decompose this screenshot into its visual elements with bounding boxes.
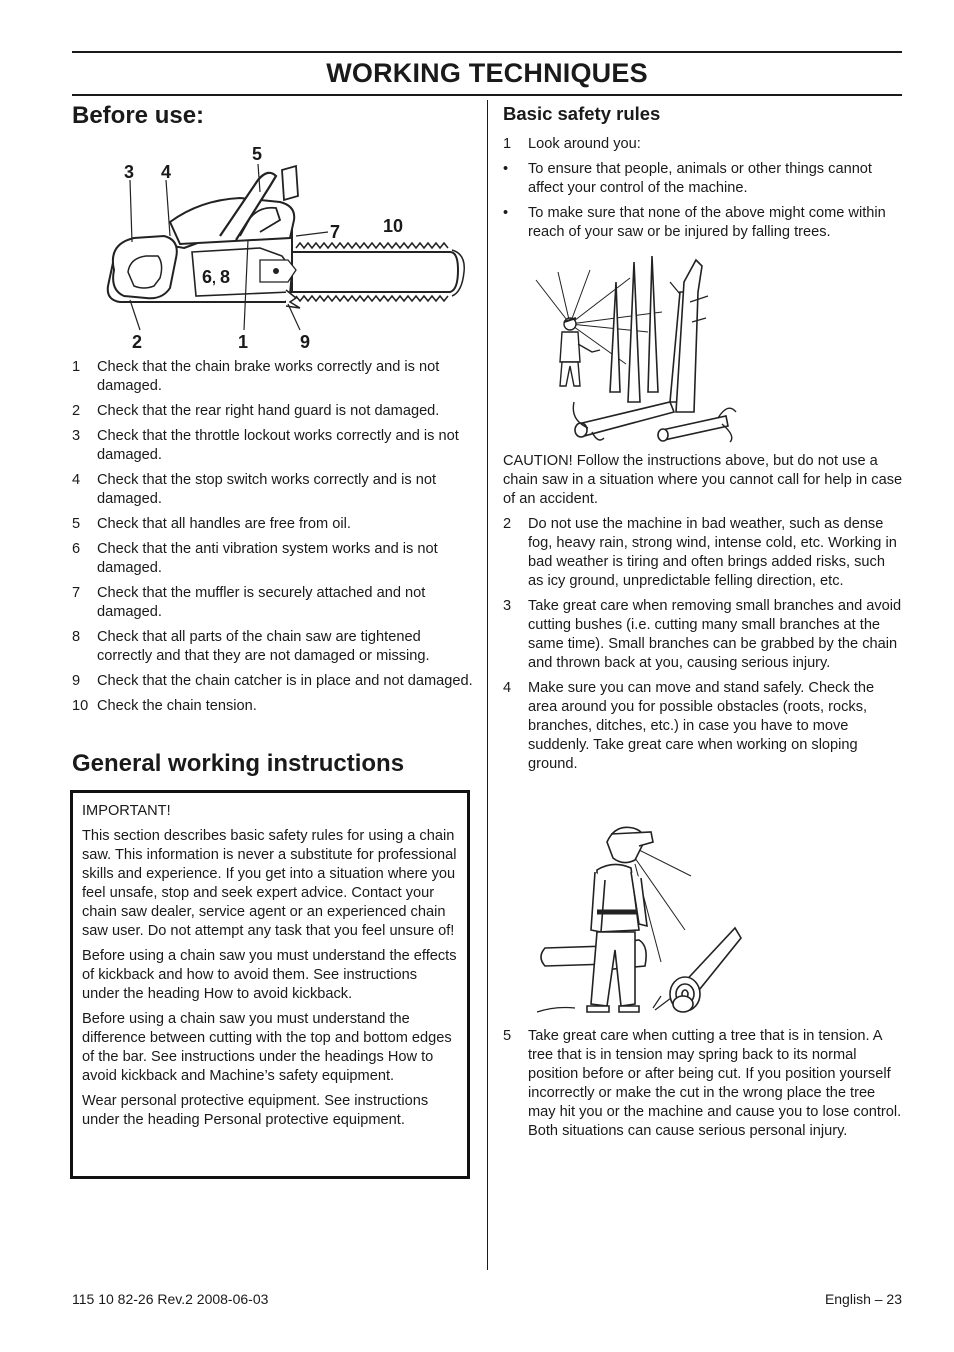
important-notice-box xyxy=(70,790,470,1179)
list-item xyxy=(72,427,474,465)
forest-lookout-illustration xyxy=(530,252,745,447)
item-text: Check that all parts of the chain saw are tightened correctly and that they are not damaged or missing. xyxy=(97,629,430,664)
list-item xyxy=(503,679,903,774)
list-item xyxy=(503,597,903,673)
callout-7: 7 xyxy=(330,222,341,242)
basic-safety-heading: Basic safety rules xyxy=(503,103,661,124)
tension-rule-list xyxy=(503,1027,903,1147)
header-top-rule xyxy=(72,51,902,53)
item-number: 2 xyxy=(503,516,512,532)
callout-comma: , xyxy=(212,270,216,286)
list-item xyxy=(72,697,474,716)
callout-2: 2 xyxy=(132,332,143,352)
callout-1: 1 xyxy=(238,332,249,352)
item-number: 5 xyxy=(72,516,81,532)
item-text: Check the chain tension. xyxy=(97,698,257,714)
before-use-heading: Before use: xyxy=(72,102,205,129)
important-paragraph: This section describes basic safety rules for using a chain saw. This information is never a substitute for professional skills and experience. If you get into a situation where you feel unsafe, stop and seek expert advice. Contact your chain saw dealer, service agent or an experienced chain saw user. Do not attempt any task that you feel unsure of! xyxy=(82,828,457,939)
item-number: 4 xyxy=(72,472,81,488)
list-item xyxy=(503,135,903,154)
caution-paragraph: CAUTION! Follow the instructions above, but do not use a chain saw in a situation where you cannot call for help in case of an accident. xyxy=(503,453,903,507)
item-number: 10 xyxy=(72,698,89,714)
list-item xyxy=(72,402,474,421)
bullet-mark: • xyxy=(503,161,509,177)
item-number: 7 xyxy=(72,585,81,601)
item-number: 5 xyxy=(503,1028,512,1044)
list-item xyxy=(72,471,474,509)
callout-6: 6 xyxy=(202,267,213,287)
item-text: Take great care when removing small branches and avoid cutting bushes (i.e. cutting many small branches at the same time). Small branches can be grabbed by the chain and thrown back at you, causing serious injury. xyxy=(528,598,902,671)
item-number: 2 xyxy=(72,403,81,419)
item-text: Check that the chain brake works correctly and is not damaged. xyxy=(97,359,440,394)
safety-rules-list xyxy=(503,515,903,780)
item-text: Check that the stop switch works correctly and is not damaged. xyxy=(97,472,437,507)
footer-page-number: English – 23 xyxy=(824,1291,902,1307)
list-item xyxy=(503,160,903,198)
item-text: Check that the throttle lockout works correctly and is not damaged. xyxy=(97,428,459,463)
column-divider xyxy=(487,100,488,1270)
item-number: 1 xyxy=(503,136,512,152)
look-around-list xyxy=(503,135,903,248)
item-text: Do not use the machine in bad weather, such as dense fog, heavy rain, strong wind, intense cold, etc. Working in bad weather is tiring and often brings added risks, such as icy ground, unpredictable felling direction, etc. xyxy=(528,516,897,589)
item-text: Check that the anti vibration system works and is not damaged. xyxy=(97,541,438,576)
item-text: Check that the muffler is securely attached and not damaged. xyxy=(97,585,426,620)
important-label: IMPORTANT! xyxy=(82,803,171,819)
item-text: Take great care when cutting a tree that is in tension. A tree that is in tension may spring back to its normal position before or after being cut. If you position yourself incorrectly or make the cut in the wrong place the tree may hit you or the machine and cause you to lose control. Both situations can cause serious personal injury. xyxy=(528,1028,902,1139)
list-item xyxy=(72,515,474,534)
bullet-mark: • xyxy=(503,205,509,221)
callout-9: 9 xyxy=(300,332,311,352)
callout-8: 8 xyxy=(220,267,231,287)
before-use-checklist xyxy=(72,358,474,722)
operator-cutting-log-illustration xyxy=(535,820,745,1020)
list-item xyxy=(72,540,474,578)
important-paragraph: Before using a chain saw you must understand the difference between cutting with the top and bottom edges of the bar. See instructions under the headings How to avoid kickback and Machine’s safety equipment. xyxy=(82,1011,452,1084)
item-text: Check that all handles are free from oil. xyxy=(97,516,351,532)
general-working-heading: General working instructions xyxy=(72,750,405,777)
item-number: 9 xyxy=(72,673,81,689)
page-title: WORKING TECHNIQUES xyxy=(326,58,648,88)
list-item xyxy=(72,628,474,666)
item-text: Check that the rear right hand guard is not damaged. xyxy=(97,403,440,419)
important-paragraph: Wear personal protective equipment. See instructions under the heading Personal protective equipment. xyxy=(82,1093,429,1128)
important-paragraph: Before using a chain saw you must understand the effects of kickback and how to avoid them. See instructions under the heading How to avoid kickback. xyxy=(82,948,457,1002)
list-item xyxy=(72,358,474,396)
item-number: 3 xyxy=(72,428,81,444)
list-item xyxy=(503,515,903,591)
list-item xyxy=(72,584,474,622)
bullet-text: To make sure that none of the above might come within reach of your saw or be injured by falling trees. xyxy=(528,205,886,240)
callout-10: 10 xyxy=(383,216,404,236)
item-text: Look around you: xyxy=(528,136,641,152)
chainsaw-diagram xyxy=(100,140,470,356)
list-item xyxy=(72,672,474,691)
list-item xyxy=(503,204,903,242)
item-number: 8 xyxy=(72,629,81,645)
item-number: 1 xyxy=(72,359,81,375)
item-number: 3 xyxy=(503,598,512,614)
header-bottom-rule xyxy=(72,94,902,96)
item-text: Make sure you can move and stand safely. Check the area around you for possible obstacles (roots, rocks, branches, ditches, etc.) in case you have to move suddenly. Take great care when working on sloping ground. xyxy=(528,680,875,772)
item-number: 6 xyxy=(72,541,81,557)
bullet-text: To ensure that people, animals or other things cannot affect your control of the machine. xyxy=(528,161,872,196)
footer-doc-id: 115 10 82-26 Rev.2 2008-06-03 xyxy=(72,1291,269,1307)
callout-5: 5 xyxy=(252,144,263,164)
callout-4: 4 xyxy=(161,162,172,182)
item-number: 4 xyxy=(503,680,512,696)
callout-3: 3 xyxy=(124,162,135,182)
item-text: Check that the chain catcher is in place and not damaged. xyxy=(97,673,473,689)
list-item xyxy=(503,1027,903,1141)
